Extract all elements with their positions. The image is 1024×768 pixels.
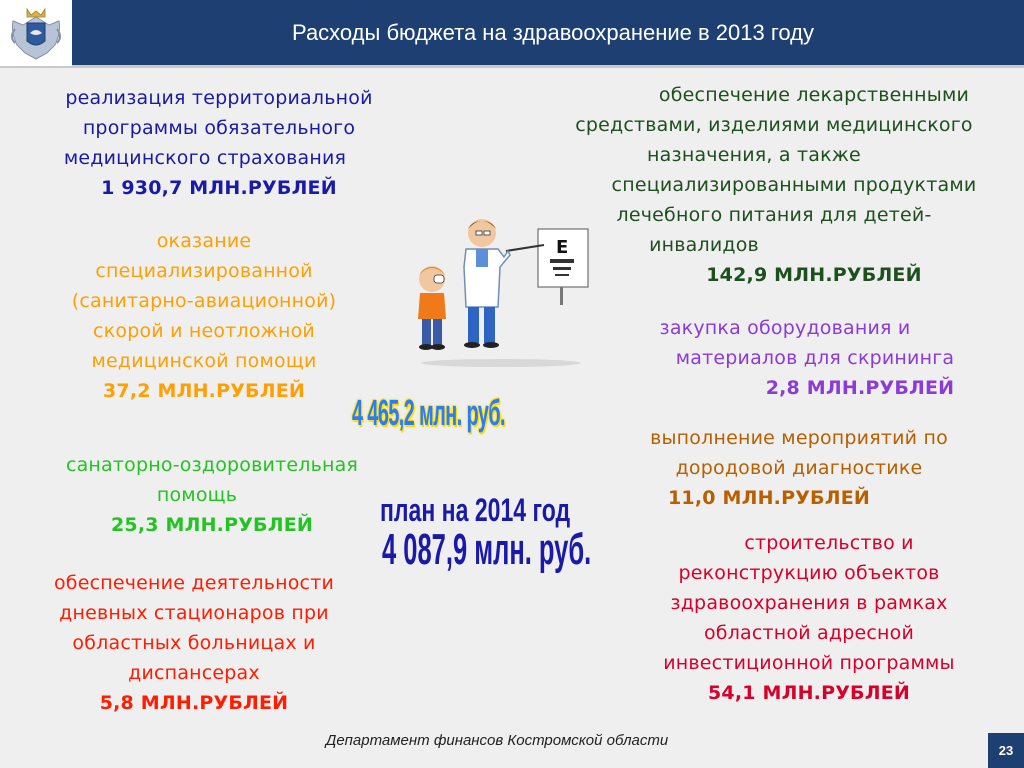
budget-item-sanatorium	[22, 450, 402, 540]
item-text-line: средствами, изделиями медицинского	[575, 114, 973, 136]
item-text-line: диспансерах	[128, 662, 260, 684]
coat-of-arms-logo	[0, 0, 72, 66]
budget-item-oms	[34, 83, 404, 203]
item-text-line: программы обязательного	[82, 117, 356, 139]
item-text-line: назначения, а также	[647, 144, 861, 166]
budget-item-prenatal	[604, 423, 994, 513]
item-amount: 37,2 МЛН.РУБЛЕЙ	[102, 380, 306, 402]
item-text-line: реализация территориальной	[65, 87, 373, 109]
budget-item-construction	[618, 528, 1000, 708]
item-text-line: дневных стационаров при	[59, 602, 329, 624]
item-text-line: инвестиционной программы	[663, 652, 955, 674]
budget-item-medicines	[528, 80, 1020, 290]
item-amount: 11,0 МЛН.РУБЛЕЙ	[667, 487, 871, 509]
item-text-line: обеспечение деятельности	[53, 572, 335, 594]
item-text-line: реконструкцию объектов	[678, 562, 940, 584]
item-text-line: обеспечение лекарственными	[658, 84, 970, 106]
item-text-line: санаторно-оздоровительная	[65, 454, 359, 476]
plan-2014-label: план на 2014 год	[380, 492, 571, 528]
total-expenses: 4 465,2 млн. руб.	[352, 392, 505, 433]
item-text-line: медицинской помощи	[91, 350, 317, 372]
item-text-line: помощь	[156, 484, 238, 506]
item-text-line: материалов для скрининга	[675, 347, 955, 369]
item-amount: 54,1 МЛН.РУБЛЕЙ	[707, 682, 911, 704]
item-text-line: выполнение мероприятий по	[650, 427, 948, 449]
item-text-line: скорой и неотложной	[93, 320, 315, 342]
item-text-line: строительство и	[744, 532, 914, 554]
item-text-line: областной адресной	[703, 622, 915, 644]
item-amount: 2,8 МЛН.РУБЛЕЙ	[765, 377, 955, 399]
item-amount: 1 930,7 МЛН.РУБЛЕЙ	[101, 177, 337, 199]
budget-item-day-hospitals	[14, 568, 374, 718]
footer	[0, 732, 1024, 749]
page-number: 23	[988, 733, 1024, 768]
doctor-eye-exam-illustration	[410, 215, 592, 367]
slide-header	[0, 0, 1024, 68]
page-title: Расходы бюджета на здравоохранение в 2013 году	[292, 20, 814, 45]
budget-item-emergency-care	[34, 226, 374, 406]
item-text-line: областных больницах и	[72, 632, 316, 654]
item-text-line: дородовой диагностике	[675, 457, 923, 479]
item-text-line: здравоохранения в рамках	[670, 592, 948, 614]
item-amount: 5,8 МЛН.РУБЛЕЙ	[99, 692, 289, 714]
item-text-line: лечебного питания для детей-	[616, 204, 932, 226]
footer-text: Департамент финансов Костромской области	[325, 732, 669, 749]
item-text-line: специализированными продуктами	[611, 174, 977, 196]
item-text-line: специализированной	[95, 260, 313, 282]
item-text-line: (санитарно-авиационной)	[71, 290, 337, 312]
item-text-line: инвалидов	[649, 234, 759, 256]
plan-2014-value: 4 087,9 млн. руб.	[382, 525, 592, 574]
item-text-line: медицинского страхования	[63, 147, 347, 169]
budget-item-screening	[630, 313, 1000, 403]
item-amount: 25,3 МЛН.РУБЛЕЙ	[110, 514, 314, 536]
item-amount: 142,9 МЛН.РУБЛЕЙ	[706, 264, 922, 286]
eye-chart-letter: E	[556, 237, 569, 258]
item-text-line: оказание	[156, 230, 252, 252]
item-text-line: закупка оборудования и	[659, 317, 911, 339]
